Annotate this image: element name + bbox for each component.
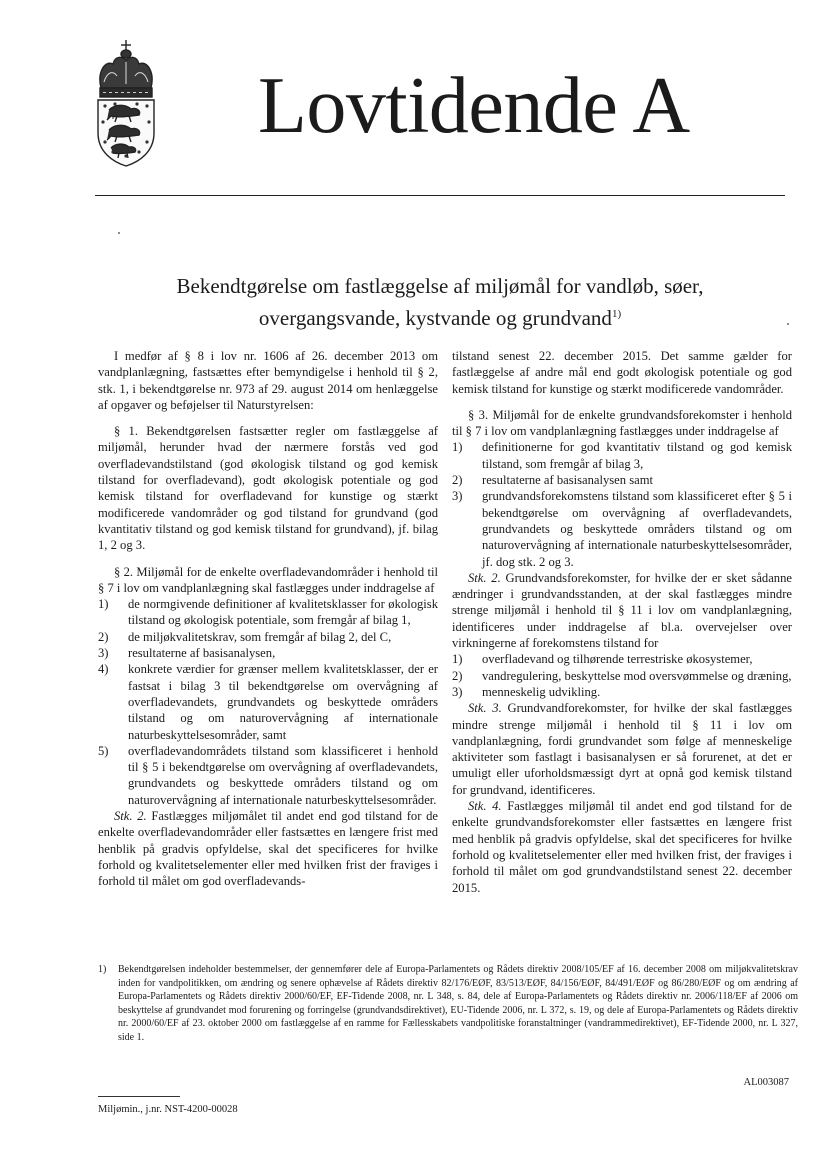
list-item-text: menneskelig udvikling. bbox=[482, 684, 601, 699]
section-2-list bbox=[98, 596, 438, 808]
footnote-text: Bekendtgørelsen indeholder bestemmelser, der gennemfører dele af Europa-Parlamentets og Rådets direktiv 2008/105/EF af 16. december 2008 om miljøkvalitetskrav inden for vandpolitikken, om ændring og senere ophævelse af Rådets direktiv 82/176/EØF, 83/513/EØF, 84/156/EØF, 84/491/EØF og 86/280/EØF og om ændring af Europa-Parlamentets og Rådets direktiv 2000/60/EF, EF-Tidende 2008, nr. L 348, s. 84, dele af Europa-Parlamentets og Rådets direktiv nr. 2006/118/EF af 2006 om beskyttelse af grundvandet mod forurening og forringelse (grundvandsdirektivet), EU-Tidende 2006, nr. L 372, s. 19, og dele af Europa-Parlamentets og Rådets direktiv nr. 2000/60/EF af 23. oktober 2000 om fastlæggelse af en ramme for Fællesskabets vandpolitiske foranstaltninger (vandrammedirektivet), EF-Tidende 2000, nr. L 327, side 1. bbox=[118, 964, 798, 1043]
document-id: AL003087 bbox=[743, 1077, 789, 1088]
list-item bbox=[98, 629, 438, 645]
stk-label: Stk. 4. bbox=[468, 799, 502, 814]
section-3 bbox=[452, 407, 792, 440]
list-item-number: 2) bbox=[98, 629, 109, 644]
section-3-stk-3 bbox=[452, 700, 792, 798]
list-item-number: 5) bbox=[98, 743, 109, 758]
stk-text: Grundvandsforekomster, for hvilke der er sket sådanne ændringer i grundvandsstanden, at der skal fastlægges mindre strenge miljømål i henhold til § 11 i lov om vandplanlægning, identificeres under inddragelse af bl.a. overvejelser over virkningerne af forekomstens tilstand for bbox=[452, 570, 792, 651]
list-item-number: 1) bbox=[98, 597, 109, 612]
list-item bbox=[98, 645, 438, 661]
list-item-text: grundvandsforekomstens tilstand som klassificeret efter § 5 i bekendtgørelse om overvågning af overfladevandets, grundvandets og beskyttede områders tilstand og om naturovervågning af internationale naturbeskyttelsesområder, jf. dog stk. 2 og 3. bbox=[482, 489, 792, 569]
list-item-number: 2) bbox=[452, 473, 463, 488]
masthead-title: Lovtidende A bbox=[258, 62, 690, 150]
section-2-text: Miljømål for de enkelte overfladevandområder i henhold til § 7 i lov om vandplanlægning skal fastlægges under inddragelse af bbox=[98, 564, 438, 595]
stk-label: Stk. 2. bbox=[114, 809, 147, 824]
title-footnote-ref: 1) bbox=[611, 308, 622, 320]
list-item-text: resultaterne af basisanalysen, bbox=[128, 646, 276, 661]
stk-text: Fastlægges miljømålet til andet end god tilstand for de enkelte overfladevandområder eller fastsættes en længere frist med henblik på gradvis opfyldelse, skal det specificeres for hvilke forhold og kvalitetselementer eller med hvilken frist der fraviges i forhold til målet om god overfladevands- bbox=[98, 809, 438, 889]
list-item bbox=[452, 472, 792, 488]
list-item bbox=[452, 651, 792, 667]
list-item bbox=[98, 743, 438, 808]
section-2 bbox=[98, 564, 438, 597]
list-item-text: overfladevand og tilhørende terrestriske økosystemer, bbox=[482, 652, 753, 667]
title-line-1: Bekendtgørelse om fastlæggelse af miljømål for vandløb, søer, bbox=[176, 274, 704, 298]
list-item bbox=[452, 668, 792, 684]
stk-2-list bbox=[452, 651, 792, 700]
section-3-stk-2 bbox=[452, 570, 792, 651]
title-line-2 bbox=[130, 300, 750, 332]
list-item-number: 3) bbox=[452, 684, 463, 699]
list-item-number: 3) bbox=[452, 489, 463, 504]
list-item bbox=[98, 596, 438, 629]
scan-speck bbox=[787, 323, 789, 325]
section-3-label: § 3. bbox=[468, 407, 489, 422]
section-1-label: § 1. bbox=[114, 424, 139, 439]
reference-divider bbox=[98, 1096, 180, 1097]
preamble: I medfør af § 8 i lov nr. 1606 af 26. december 2013 om vandplanlægning, fastsættes efter bemyndigelse i henhold til § 2, stk. 1, i bekendtgørelse nr. 973 af 29. august 2014 om henlæggelse af opgaver og beføjelser til Naturstyrelsen: bbox=[98, 349, 438, 412]
section-3-stk-4 bbox=[452, 798, 792, 896]
list-item-text: resultaterne af basisanalysen samt bbox=[482, 473, 653, 488]
list-item bbox=[452, 684, 792, 700]
section-3-list bbox=[452, 439, 792, 569]
section-1 bbox=[98, 423, 438, 553]
section-1-text: Bekendtgørelsen fastsætter regler om fastlæggelse af miljømål, herunder hvad der nærmere forstås ved god overfladevandstilstand (god økologisk tilstand og god kemisk tilstand for overfladevand), godt økologisk potentiale og god kemisk tilstand for overfladevand for kunstige og stærkt modificerede vandområder og god tilstand for grundvand (god kvantitativ tilstand og god kemisk tilstand for grundvand), jf. bilag 1, 2 og 3. bbox=[98, 424, 438, 553]
scan-speck bbox=[118, 232, 120, 234]
section-2-stk-2 bbox=[98, 808, 438, 889]
stk-text: Grundvandforekomster, for hvilke der skal fastlægges mindre strenge miljømål i henhold til § 11 i lov om vandplanlægning, fordi grundvandet som følge af menneskelige aktiviteter som fastlagt i basisanalysen er så forurenet, at det er umuligt eller uforholdsmæssigt dyrt at opnå god kemisk tilstand for grundvand, identificeres. bbox=[452, 701, 792, 797]
title-line-2-text: overgangsvande, kystvande og grundvand bbox=[258, 306, 612, 330]
list-item bbox=[452, 488, 792, 569]
list-item-text: vandregulering, beskyttelse mod oversvømmelse og dræning, bbox=[482, 668, 792, 683]
document-title bbox=[130, 272, 750, 332]
section-2-label: § 2. bbox=[114, 564, 134, 579]
section-3-text: Miljømål for de enkelte grundvandsforekomster i henhold til § 7 i lov om vandplanlægning fastlægges under inddragelse af bbox=[452, 407, 792, 439]
list-item-text: de normgivende definitioner af kvalitetsklasser for økologisk tilstand og økologisk potentiale, som fremgår af bilag 1, bbox=[128, 597, 438, 628]
list-item-number: 3) bbox=[98, 646, 109, 661]
left-column bbox=[98, 348, 438, 890]
list-item-number: 4) bbox=[98, 662, 109, 677]
masthead-divider bbox=[95, 195, 785, 196]
section-2-continuation: tilstand senest 22. december 2015. Det samme gælder for fastlæggelse af andre mål end godt økologisk potentiale og god kemisk tilstand for kunstige og stærkt modificerede vandområder. bbox=[452, 349, 792, 396]
stk-text: Fastlægges miljømål til andet end god tilstand for de enkelte grundvandsforekomster eller fastsættes en længere frist med henblik på gradvis opfyldelse, skal det specificeres for hvilke forhold og kvalitetselementer eller med hvilken frist, der fraviges i forhold til målet om god grundvandstilstand senest 22. december 2015. bbox=[452, 799, 792, 895]
list-item-number: 2) bbox=[452, 668, 463, 683]
right-column bbox=[452, 348, 792, 896]
list-item bbox=[98, 661, 438, 742]
list-item-number: 1) bbox=[452, 652, 463, 667]
list-item-text: de miljøkvalitetskrav, som fremgår af bilag 2, del C, bbox=[128, 629, 392, 644]
ministry-reference: Miljømin., j.nr. NST-4200-00028 bbox=[98, 1104, 238, 1115]
stk-label: Stk. 2. bbox=[468, 570, 501, 585]
list-item-text: definitionerne for god kvantitativ tilstand og god kemisk tilstand, som fremgår af bilag 3, bbox=[482, 440, 792, 471]
list-item-text: overfladevandområdets tilstand som klassificeret i henhold til § 5 i bekendtgørelse om overvågning af overfladevandets, grundvandets og beskyttede områders tilstand og om naturovervågning af internationale naturbeskyttelsesområder. bbox=[128, 743, 438, 807]
list-item-text: konkrete værdier for grænser mellem kvalitetsklasser, der er fastsat i bilag 3 til bekendtgørelse om overvågning af overfladevandets, grundvandets og beskyttede områders tilstand og om naturovervågning af internationale naturbeskyttelsesområder, samt bbox=[128, 662, 438, 742]
footnote-mark: 1) bbox=[98, 964, 107, 975]
scan-speck bbox=[112, 117, 114, 119]
coat-of-arms-icon bbox=[91, 38, 161, 168]
list-item bbox=[452, 439, 792, 472]
stk-label: Stk. 3. bbox=[468, 701, 502, 716]
list-item-number: 1) bbox=[452, 440, 463, 455]
footnote bbox=[98, 963, 798, 1044]
